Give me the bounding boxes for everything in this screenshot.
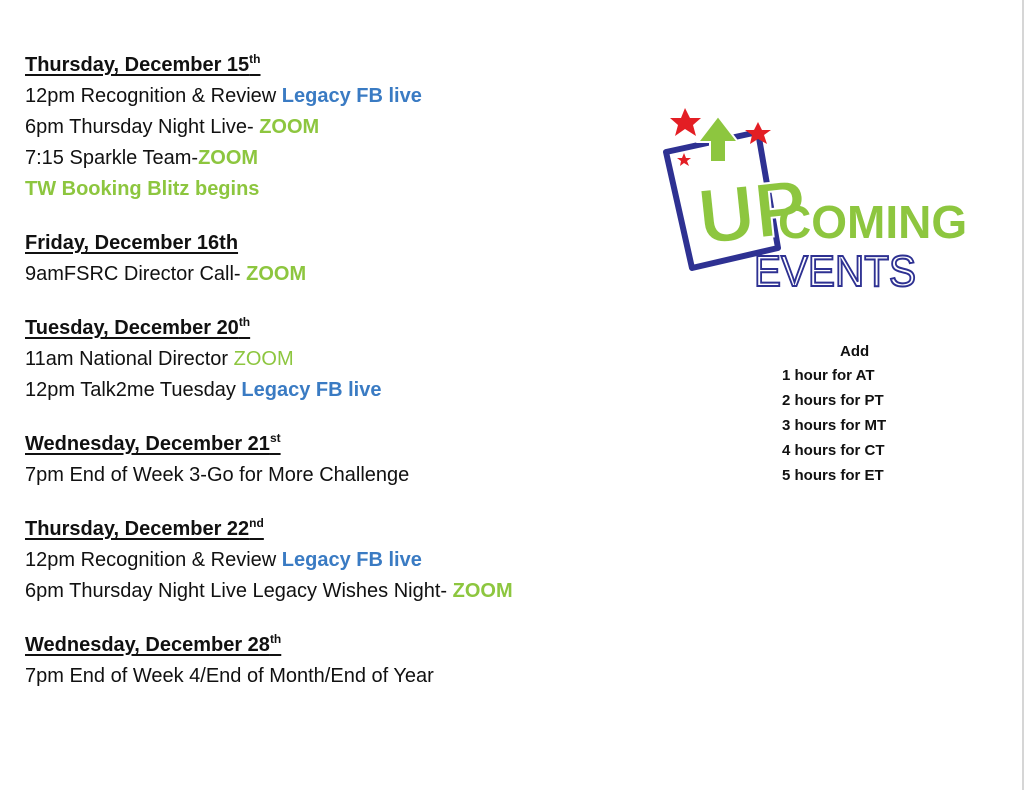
- event-line: 11am National Director ZOOM: [25, 348, 294, 370]
- event-line: 12pm Talk2me Tuesday Legacy FB live: [25, 379, 382, 401]
- event-line: 6pm Thursday Night Live- ZOOM: [25, 116, 320, 138]
- logo-word-coming: COMING: [778, 196, 968, 248]
- event-line: 12pm Recognition & Review Legacy FB live: [25, 85, 422, 107]
- platform-label: ZOOM: [452, 580, 513, 602]
- day-block: [25, 429, 665, 491]
- day-block: [25, 514, 665, 607]
- date-suffix: th: [238, 315, 251, 329]
- platform-label: Legacy FB live: [241, 379, 382, 401]
- date-suffix: st: [269, 431, 281, 445]
- day-block: [25, 313, 665, 406]
- timezone-line: 5 hours for ET: [782, 467, 884, 484]
- platform-label: Legacy FB live: [281, 549, 422, 571]
- logo-word-events: EVENTS: [754, 247, 916, 296]
- day-block: [25, 228, 665, 290]
- day-heading: Thursday, December 22nd: [25, 516, 264, 540]
- timezone-note: [782, 340, 982, 488]
- day-heading: Friday, December 16th: [25, 232, 239, 254]
- event-line: 9amFSRC Director Call- ZOOM: [25, 263, 307, 285]
- star-icon: [670, 108, 701, 136]
- day-heading: Thursday, December 15th: [25, 52, 261, 76]
- timezone-line: 3 hours for MT: [782, 417, 887, 434]
- logo-word-up: UP: [693, 162, 811, 262]
- platform-label: ZOOM: [233, 348, 294, 370]
- upcoming-events-logo: [660, 92, 970, 307]
- day-block: [25, 630, 665, 692]
- platform-label: ZOOM: [198, 147, 259, 169]
- event-line: 12pm Recognition & Review Legacy FB live: [25, 549, 422, 571]
- event-schedule: [25, 50, 665, 715]
- timezone-line: 1 hour for AT: [782, 367, 875, 384]
- date-suffix: th: [269, 632, 282, 646]
- event-line: 7pm End of Week 4/End of Month/End of Year: [25, 665, 434, 687]
- day-heading: Tuesday, December 20th: [25, 315, 251, 339]
- day-heading: Wednesday, December 28th: [25, 632, 282, 656]
- timezone-line: 4 hours for CT: [782, 442, 885, 459]
- timezone-line: 2 hours for PT: [782, 392, 884, 409]
- day-block: [25, 50, 665, 205]
- arrow-up-icon: [698, 116, 738, 162]
- platform-label: ZOOM: [246, 263, 307, 285]
- platform-label: Legacy FB live: [281, 85, 422, 107]
- platform-label: ZOOM: [259, 116, 320, 138]
- event-line: 7pm End of Week 3-Go for More Challenge: [25, 464, 410, 486]
- event-line: TW Booking Blitz begins: [25, 178, 260, 200]
- timezone-title: Add: [840, 343, 870, 360]
- star-icon: [677, 153, 691, 166]
- event-line: 6pm Thursday Night Live Legacy Wishes Night- ZOOM: [25, 580, 513, 602]
- date-suffix: th: [249, 52, 261, 66]
- day-heading: Wednesday, December 21st: [25, 431, 281, 455]
- date-suffix: nd: [249, 516, 264, 530]
- event-line: 7:15 Sparkle Team-ZOOM: [25, 147, 259, 169]
